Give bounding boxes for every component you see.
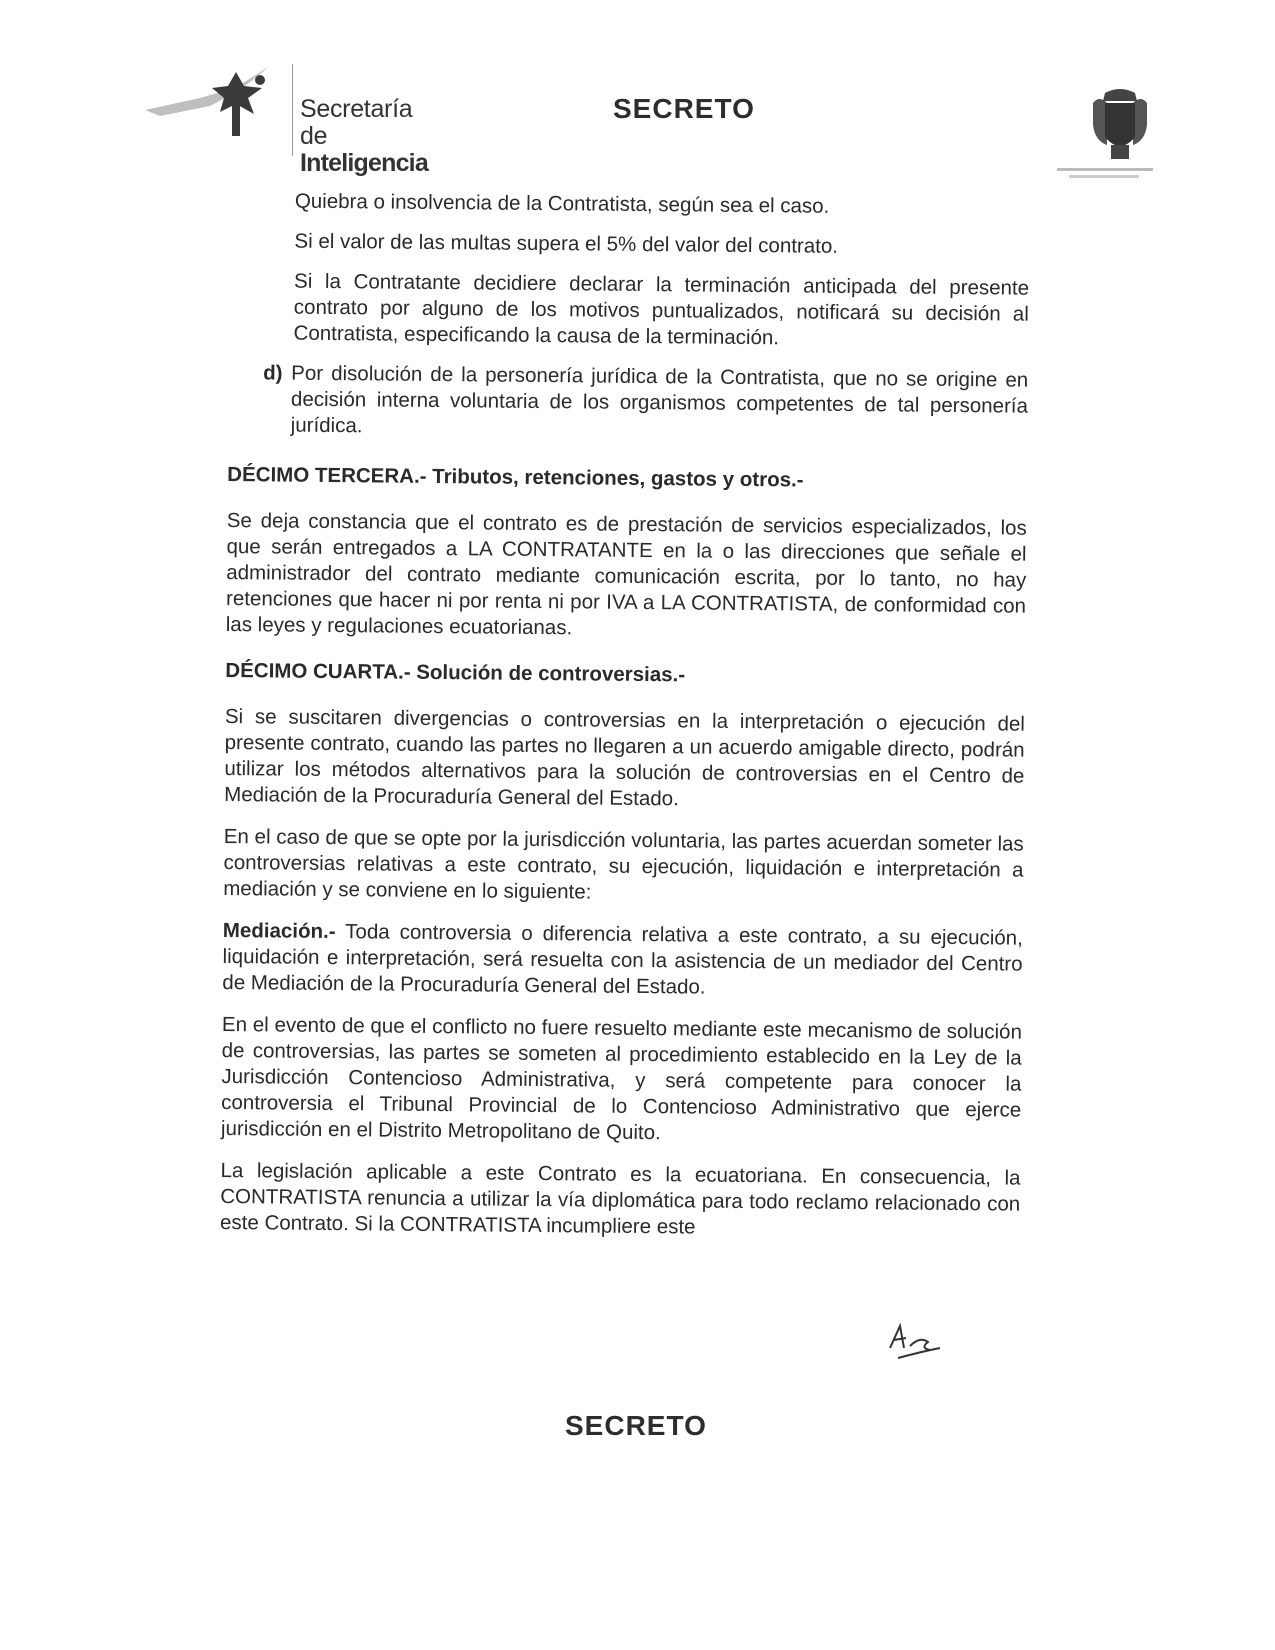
heading-decimo-cuarta: DÉCIMO CUARTA.- Solución de controversias.- (225, 658, 686, 687)
seal-caption-icon (1055, 165, 1155, 183)
clause-d-mark: d) (263, 361, 283, 385)
clause-multas: Si el valor de las multas supera el 5% del valor del contrato. (294, 229, 839, 258)
clause-terminacion: Si la Contratante decidiere declarar la terminación anticipada del presente contrato por alguno de los motivos puntualizados, notificará su decisión al Contratista, especificando la causa de la terminación. (293, 269, 1030, 350)
handwritten-initials-icon (880, 1318, 950, 1363)
classification-top: SECRETO (613, 93, 755, 124)
clause-d (263, 360, 1029, 445)
clause-d-text: Por disolución de la personería jurídica de la Contratista, que no se origine en decisión interna voluntaria de los organismos competentes de tal personería jurídica. (290, 361, 1029, 438)
coat-of-arms-icon (1085, 85, 1155, 165)
logo-divider (292, 64, 293, 156)
classification-bottom: SECRETO (565, 1410, 707, 1441)
heading-decimo-tercera: DÉCIMO TERCERA.- Tributos, retenciones, gastos y otros.- (227, 462, 804, 492)
document-body (220, 188, 1030, 1244)
paragraph-conflicto: En el evento de que el conflicto no fuere resuelto mediante este mecanismo de solución de controversias, las partes se someten al procedimiento establecido en la Ley de la Jurisdicción Contencioso Administrativa, y será competente para conocer la controversia el Tribunal Provincial de lo Contencioso Administrativo que ejerce jurisdicción en el Distrito Metropolitano de Quito. (220, 1012, 1023, 1145)
paragraph-tributos: Se deja constancia que el contrato es de prestación de servicios especializados, los que serán entregados a LA CONTRATANTE en la o las direcciones que señale el administrador del contrato mediante comunicación escrita, por lo tanto, no hay retenciones que hacer ni por renta ni por IVA a LA CONTRATISTA, de conformidad con las leyes y regulaciones ecuatorianas. (225, 508, 1027, 640)
paragraph-jurisdiccion-voluntaria: En el caso de que se opte por la jurisdicción voluntaria, las partes acuerdan someter las controversias relativas a este contrato, su ejecución, liquidación e interpretación a mediación y se conviene en lo siguiente: (223, 824, 1024, 904)
paragraph-legislacion: La legislación aplicable a este Contrato es la ecuatoriana. En consecuencia, la CONTRATISTA renuncia a utilizar la vía diplomática para todo reclamo relacionado con este Contrato. Si la CONTRATISTA incumpliere este (219, 1158, 1021, 1239)
star-figure-icon (140, 58, 290, 158)
mediacion-lead: Mediación.- (222, 918, 336, 944)
clause-quiebra: Quiebra o insolvencia de la Contratista, según sea el caso. (294, 189, 830, 218)
paragraph-divergencias: Si se suscitaren divergencias o controversias en la interpretación o ejecución del presente contrato, cuando las partes no llegaren a un acuerdo amigable directo, podrán utilizar los métodos alternativos para la solución de controversias en el Centro de Mediación de la Procuraduría General del Estado. (224, 704, 1026, 811)
logo-text (300, 96, 440, 177)
logo-line-1: Secretaría de (300, 95, 413, 150)
paragraph-mediacion (222, 918, 1023, 1004)
secretaria-logo (140, 58, 440, 177)
logo-line-2: Inteligencia (300, 149, 428, 177)
mediacion-text: Toda controversia o diferencia relativa a este contrato, a su ejecución, liquidación e interpretación, será resuelta con la asistencia de un mediador del Centro de Mediación de la Procuraduría General del Estado. (222, 920, 1023, 999)
